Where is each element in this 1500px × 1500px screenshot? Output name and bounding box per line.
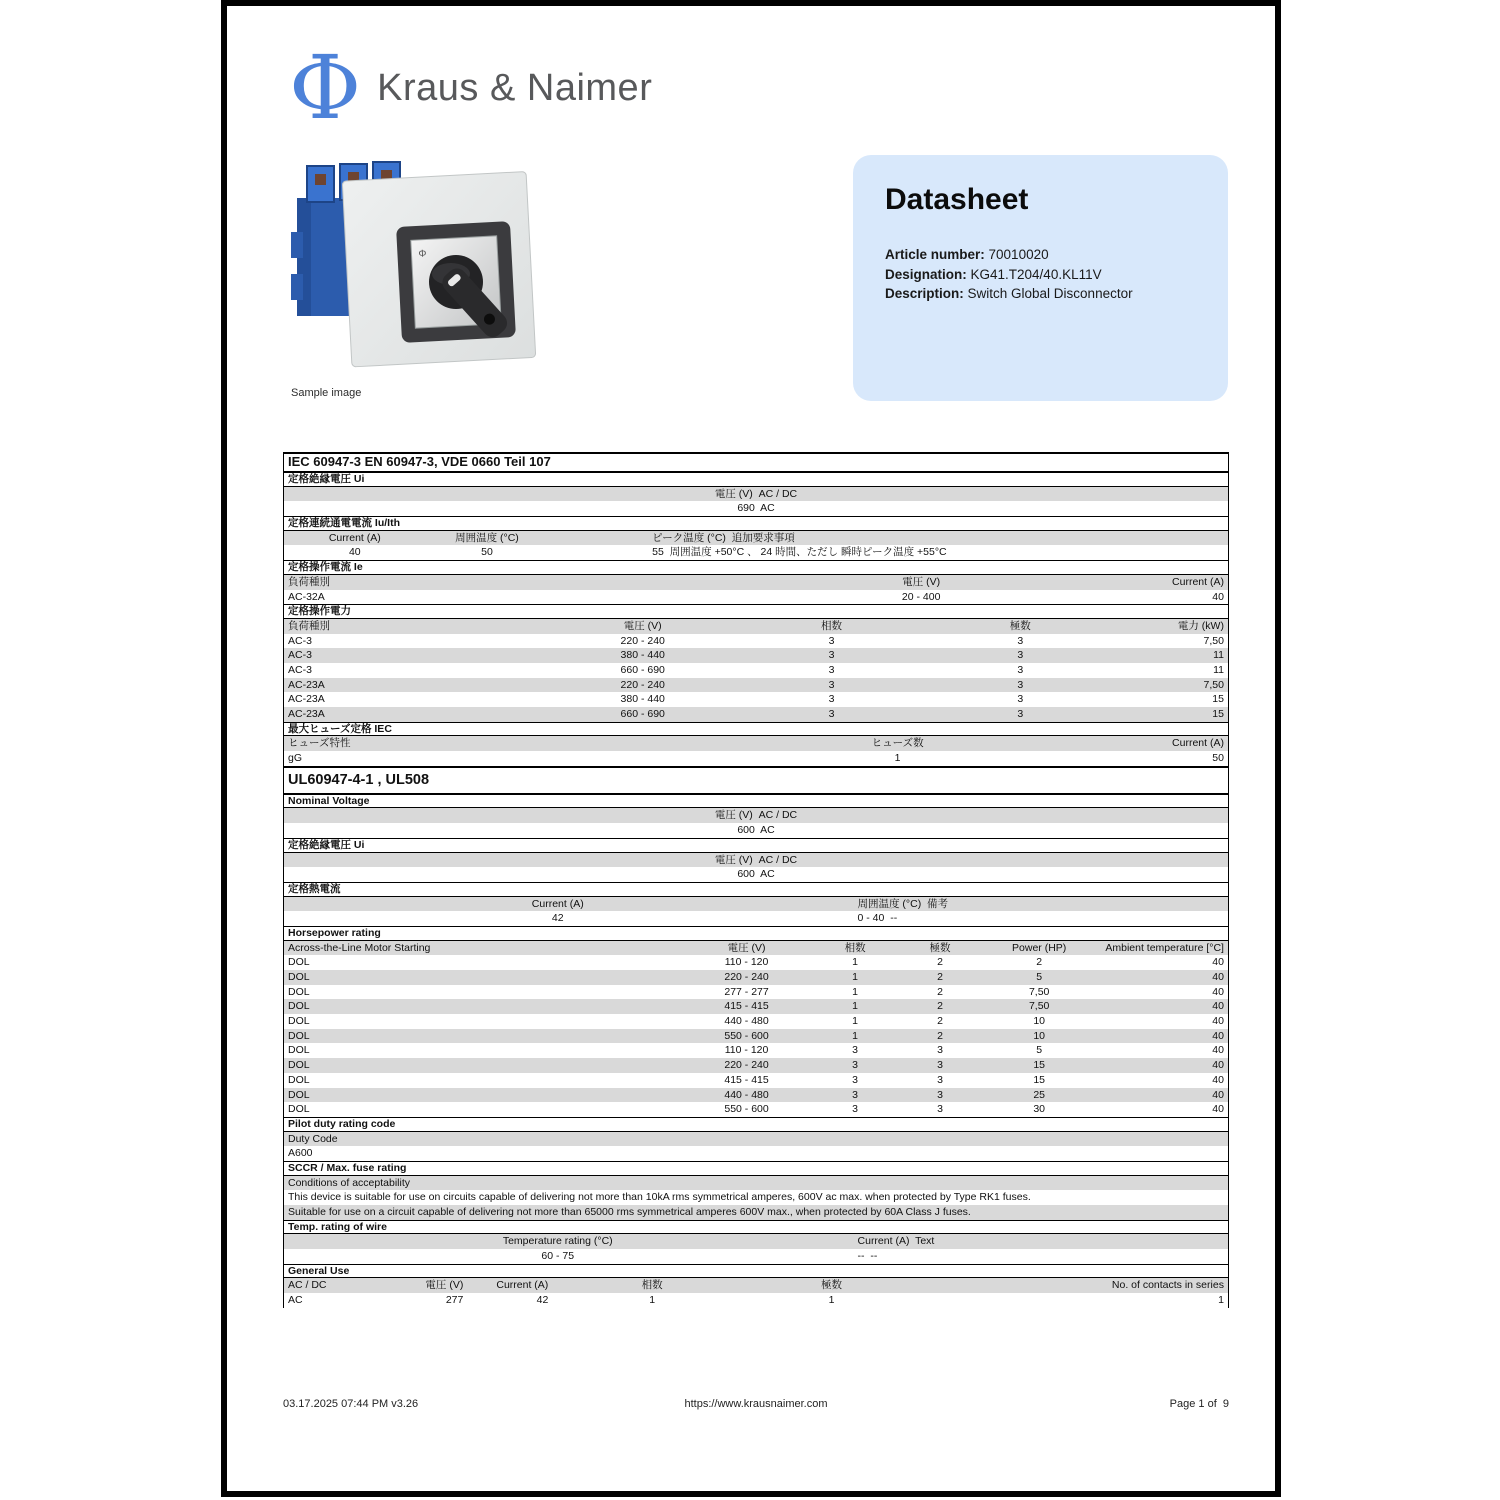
- table-cell: 1: [852, 1015, 859, 1028]
- table-cell: This device is suitable for use on circuits capable of delivering not more than 10kA rms symmetrical amperes, 600V ac max. when protected by Type RK1 fuses.: [288, 1191, 1031, 1204]
- table-cell: DOL: [288, 1000, 310, 1013]
- table-cell: 電圧 (V) AC / DC: [714, 809, 798, 822]
- table-row: [284, 1029, 1228, 1044]
- table-cell: 定格操作電流 Ie: [288, 561, 363, 574]
- table-cell: Current (A): [496, 1279, 549, 1292]
- table-cell: 3: [1017, 634, 1024, 647]
- table-cell: Current (A): [1172, 737, 1224, 750]
- table-cell: 電圧 (V): [727, 941, 766, 954]
- table-cell: 550 - 600: [724, 1103, 769, 1116]
- table-row: [284, 1220, 1228, 1235]
- table-cell: ヒューズ数: [871, 737, 924, 750]
- datasheet-page: [221, 0, 1281, 1497]
- sample-image-caption: Sample image: [291, 387, 362, 399]
- table-cell: 40: [1212, 1044, 1224, 1057]
- table-cell: DOL: [288, 956, 310, 969]
- table-cell: 3: [828, 708, 835, 720]
- table-row: [284, 1205, 1228, 1220]
- table-cell: AC-23A: [288, 693, 325, 706]
- article-number-value: 70010020: [984, 247, 1049, 262]
- table-cell: 60 - 75: [541, 1250, 575, 1263]
- table-cell: 15: [1212, 708, 1224, 720]
- table-row: [284, 692, 1228, 707]
- article-number-field: [885, 245, 1196, 265]
- table-cell: 3: [937, 1088, 943, 1101]
- table-row: [284, 516, 1228, 531]
- table-cell: AC-3: [288, 649, 312, 662]
- table-row: [284, 794, 1228, 809]
- table-cell: 40: [1212, 1029, 1224, 1042]
- table-cell: Across-the-Line Motor Starting: [288, 941, 431, 954]
- table-cell: ヒューズ特性: [288, 737, 351, 750]
- table-cell: No. of contacts in series: [1111, 1279, 1224, 1292]
- brand-name: Kraus & Naimer: [377, 66, 653, 109]
- table-cell: 15: [1033, 1073, 1045, 1086]
- table-cell: 2: [937, 985, 943, 998]
- table-cell: 電圧 (V): [623, 619, 662, 632]
- table-cell: 277 - 277: [724, 985, 769, 998]
- table-cell: 5: [1036, 1044, 1043, 1057]
- table-row: [284, 882, 1228, 897]
- table-row: [284, 853, 1228, 868]
- table-cell: 3: [828, 649, 835, 662]
- table-cell: 1: [852, 1000, 859, 1013]
- table-cell: 3: [1017, 663, 1024, 676]
- table-row: [284, 1102, 1228, 1117]
- table-cell: 1: [894, 752, 901, 765]
- table-cell: gG: [288, 752, 303, 765]
- table-cell: DOL: [288, 1073, 310, 1086]
- table-cell: 負荷種別: [288, 575, 330, 588]
- table-cell: 極数: [820, 1279, 842, 1292]
- switch-product-image: [283, 154, 555, 380]
- table-cell: 40: [1212, 985, 1224, 998]
- table-cell: 1: [852, 985, 859, 998]
- table-cell: 110 - 120: [724, 956, 769, 969]
- table-cell: 220 - 240: [620, 634, 665, 647]
- article-number-label: Article number:: [885, 247, 985, 262]
- table-cell: 2: [937, 1015, 943, 1028]
- table-cell: 最大ヒューズ定格 IEC: [288, 722, 392, 735]
- table-row: [284, 1234, 1228, 1249]
- table-cell: 40: [1212, 1103, 1224, 1116]
- table-cell: Current (A): [1172, 575, 1224, 588]
- table-cell: 7,50: [1203, 678, 1224, 691]
- table-cell: 3: [937, 1059, 943, 1072]
- table-row: [284, 838, 1228, 853]
- table-cell: 相数: [844, 941, 866, 954]
- table-cell: Current (A): [531, 897, 584, 910]
- table-cell: 定格絶縁電圧 Ui: [288, 838, 365, 851]
- table-cell: 2: [937, 1029, 943, 1042]
- table-cell: AC: [288, 1294, 303, 1307]
- table-row: [284, 604, 1228, 619]
- table-cell: 5: [1036, 971, 1043, 983]
- footer-date-version: 03.17.2025 07:44 PM v3.26: [283, 1398, 419, 1410]
- designation-label: Designation:: [885, 266, 967, 282]
- table-cell: Suitable for use on a circuit capable of delivering not more than 65000 rms symmetrical amperes 600V max., when protected by 60A Class J fuses.: [288, 1206, 971, 1218]
- table-cell: Conditions of acceptability: [288, 1176, 410, 1189]
- table-row: [284, 1146, 1228, 1161]
- table-cell: 440 - 480: [724, 1088, 769, 1101]
- table-cell: ピーク温度 (°C) 追加要求事項: [652, 531, 795, 544]
- table-cell: AC / DC: [288, 1279, 327, 1292]
- table-cell: 3: [852, 1059, 859, 1072]
- table-cell: 0 - 40 --: [857, 912, 898, 925]
- table-row: [284, 766, 1228, 794]
- table-row: [284, 941, 1228, 956]
- table-row: [284, 751, 1228, 766]
- table-row: [284, 560, 1228, 575]
- table-cell: 7,50: [1028, 985, 1050, 998]
- table-cell: 2: [937, 971, 943, 983]
- table-cell: Current (A) Text: [857, 1235, 935, 1248]
- table-row: [284, 1014, 1228, 1029]
- table-row: [284, 926, 1228, 941]
- table-cell: -- --: [857, 1250, 878, 1263]
- table-row: [284, 1073, 1228, 1088]
- table-cell: Duty Code: [288, 1132, 338, 1145]
- table-cell: DOL: [288, 971, 310, 983]
- table-cell: 660 - 690: [620, 708, 665, 720]
- table-row: [284, 1264, 1228, 1279]
- table-cell: 42: [536, 1294, 549, 1307]
- description-label: Description:: [885, 286, 964, 301]
- datasheet-info-box: [853, 155, 1228, 401]
- page-footer: [283, 1398, 1229, 1410]
- table-row: [284, 736, 1228, 751]
- footer-page-number: Page 1 of 9: [1169, 1398, 1229, 1410]
- table-cell: 415 - 415: [724, 1073, 769, 1086]
- spec-table: [283, 452, 1229, 1308]
- table-row: [284, 545, 1228, 560]
- table-cell: 電圧 (V): [902, 575, 941, 588]
- table-cell: 550 - 600: [724, 1029, 769, 1042]
- table-cell: 1: [852, 971, 859, 983]
- table-cell: 40: [1212, 1073, 1224, 1086]
- table-row: [284, 1161, 1228, 1176]
- table-cell: 40: [1212, 1059, 1224, 1072]
- table-cell: 30: [1033, 1103, 1045, 1116]
- table-cell: 11: [1213, 649, 1224, 662]
- table-cell: 3: [937, 1073, 943, 1086]
- table-row: [284, 1176, 1228, 1191]
- table-row: [284, 1117, 1228, 1132]
- table-row: [284, 531, 1228, 546]
- table-cell: 440 - 480: [724, 1015, 769, 1028]
- table-row: [284, 911, 1228, 926]
- table-cell: 極数: [1009, 619, 1031, 632]
- table-cell: 690 AC: [737, 502, 775, 515]
- table-cell: 定格操作電力: [288, 605, 351, 618]
- table-cell: 55 周囲温度 +50°C 、 24 時間、ただし 瞬時ピーク温度 +55°C: [652, 546, 947, 559]
- table-cell: A600: [288, 1147, 313, 1160]
- table-cell: Power (HP): [1012, 941, 1067, 954]
- table-cell: 50: [481, 546, 493, 559]
- table-cell: 50: [1212, 752, 1224, 765]
- table-row: [284, 707, 1228, 722]
- table-row: [284, 955, 1228, 970]
- table-cell: 7,50: [1028, 1000, 1050, 1013]
- table-row: [284, 1088, 1228, 1103]
- table-row: [284, 823, 1228, 838]
- table-cell: Current (A): [328, 531, 381, 544]
- table-cell: 3: [852, 1044, 859, 1057]
- table-cell: 3: [1017, 649, 1024, 662]
- table-cell: 極数: [929, 941, 951, 954]
- table-cell: 25: [1033, 1088, 1045, 1101]
- table-cell: 40: [1212, 971, 1224, 983]
- table-row: [284, 590, 1228, 605]
- table-row: [284, 575, 1228, 590]
- table-cell: AC-3: [288, 634, 312, 647]
- table-cell: AC-3: [288, 663, 312, 676]
- table-cell: 220 - 240: [724, 971, 769, 983]
- table-cell: DOL: [288, 1044, 310, 1057]
- table-row: [284, 1249, 1228, 1264]
- table-cell: DOL: [288, 1015, 310, 1028]
- footer-url: https://www.krausnaimer.com: [684, 1398, 828, 1410]
- table-cell: 電圧 (V) AC / DC: [714, 853, 798, 866]
- table-cell: General Use: [288, 1264, 350, 1277]
- table-row: [284, 663, 1228, 678]
- table-cell: 2: [937, 956, 943, 969]
- table-cell: 定格絶縁電圧 Ui: [288, 473, 365, 485]
- table-row: [284, 634, 1228, 649]
- table-row: [284, 970, 1228, 985]
- table-cell: 600 AC: [737, 868, 775, 881]
- table-cell: 3: [1017, 708, 1024, 720]
- designation-field: [885, 265, 1196, 285]
- kraus-naimer-logo-icon: Φ: [289, 36, 362, 139]
- table-cell: 2: [937, 1000, 943, 1013]
- table-cell: 10: [1033, 1015, 1045, 1028]
- table-cell: 周囲温度 (°C): [455, 531, 519, 544]
- table-cell: 40: [348, 546, 361, 559]
- table-cell: Ambient temperature [°C]: [1105, 941, 1224, 954]
- table-cell: Temperature rating (°C): [502, 1235, 613, 1248]
- table-cell: 3: [937, 1044, 943, 1057]
- table-row: [284, 648, 1228, 663]
- table-row: [284, 867, 1228, 882]
- table-cell: 1: [828, 1294, 835, 1307]
- table-cell: 380 - 440: [620, 649, 665, 662]
- table-cell: 3: [828, 663, 835, 676]
- table-cell: Pilot duty rating code: [288, 1117, 396, 1130]
- table-cell: 277: [445, 1294, 464, 1307]
- table-row: [284, 619, 1228, 634]
- table-cell: 40: [1212, 1015, 1224, 1028]
- table-cell: 110 - 120: [724, 1044, 769, 1057]
- table-cell: 42: [551, 912, 564, 925]
- table-cell: 2: [1036, 956, 1043, 969]
- table-cell: 3: [828, 693, 835, 706]
- table-cell: 1: [852, 1029, 859, 1042]
- table-row: [284, 999, 1228, 1014]
- table-cell: 40: [1212, 1088, 1224, 1101]
- table-cell: UL60947-4-1 , UL508: [288, 771, 430, 788]
- table-cell: 電圧 (V) AC / DC: [714, 487, 798, 500]
- table-cell: 40: [1212, 590, 1224, 603]
- designation-value: KG41.T204/40.KL11V: [966, 266, 1102, 282]
- table-row: [284, 1278, 1228, 1293]
- table-cell: 15: [1212, 693, 1224, 706]
- table-cell: Horsepower rating: [288, 926, 381, 939]
- table-row: [284, 678, 1228, 693]
- table-cell: 1: [852, 956, 859, 969]
- table-cell: 相数: [821, 619, 842, 632]
- table-cell: 3: [852, 1073, 859, 1086]
- table-cell: 380 - 440: [620, 693, 665, 706]
- table-cell: 40: [1212, 956, 1224, 969]
- table-cell: 電力 (kW): [1177, 619, 1224, 632]
- table-cell: 10: [1033, 1029, 1045, 1042]
- table-cell: DOL: [288, 1103, 310, 1116]
- table-cell: 3: [852, 1103, 859, 1116]
- table-row: [284, 1058, 1228, 1073]
- table-row: [284, 472, 1228, 487]
- table-cell: 定格連続通電電流 Iu/Ith: [288, 517, 400, 530]
- table-row: [284, 501, 1228, 516]
- table-row: [284, 452, 1228, 472]
- description-value: Switch Global Disconnector: [963, 286, 1133, 301]
- table-row: [284, 1132, 1228, 1147]
- table-cell: AC-23A: [288, 708, 325, 720]
- table-cell: Temp. rating of wire: [288, 1220, 387, 1233]
- table-row: [284, 722, 1228, 737]
- face-phi-mark: Φ: [418, 248, 427, 260]
- table-cell: 電圧 (V): [425, 1279, 464, 1292]
- table-cell: 660 - 690: [620, 663, 665, 676]
- table-row: [284, 1293, 1228, 1308]
- table-cell: 定格熱電流: [288, 882, 341, 895]
- table-row: [284, 487, 1228, 502]
- table-cell: DOL: [288, 1029, 310, 1042]
- table-cell: 相数: [641, 1279, 663, 1292]
- table-cell: 3: [828, 678, 835, 691]
- table-row: [284, 985, 1228, 1000]
- table-cell: IEC 60947-3 EN 60947-3, VDE 0660 Teil 107: [288, 454, 551, 469]
- table-cell: 7,50: [1203, 634, 1224, 647]
- table-cell: DOL: [288, 985, 310, 998]
- page-title: Datasheet: [885, 183, 1029, 216]
- table-cell: 220 - 240: [620, 678, 665, 691]
- description-field: [885, 284, 1196, 304]
- brand-header: [289, 36, 653, 139]
- table-cell: SCCR / Max. fuse rating: [288, 1161, 407, 1174]
- table-cell: 40: [1212, 1000, 1224, 1013]
- table-cell: 15: [1033, 1059, 1045, 1072]
- table-row: [284, 1043, 1228, 1058]
- table-cell: 600 AC: [737, 824, 775, 837]
- table-cell: 負荷種別: [288, 619, 330, 632]
- table-cell: 1: [649, 1294, 656, 1307]
- table-cell: 20 - 400: [901, 590, 941, 603]
- table-cell: 3: [1017, 678, 1024, 691]
- table-cell: 3: [852, 1088, 859, 1101]
- table-row: [284, 1190, 1228, 1205]
- table-cell: 1: [1218, 1294, 1224, 1307]
- table-cell: DOL: [288, 1059, 310, 1072]
- table-row: [284, 897, 1228, 912]
- table-cell: Nominal Voltage: [288, 794, 370, 807]
- table-cell: AC-23A: [288, 678, 325, 691]
- table-cell: 415 - 415: [724, 1000, 769, 1013]
- table-cell: 220 - 240: [724, 1059, 769, 1072]
- table-cell: 周囲温度 (°C) 備考: [857, 897, 949, 910]
- table-cell: AC-32A: [288, 590, 325, 603]
- table-cell: DOL: [288, 1088, 310, 1101]
- table-cell: 3: [937, 1103, 943, 1116]
- table-cell: 11: [1213, 663, 1224, 676]
- table-cell: 3: [828, 634, 835, 647]
- table-row: [284, 808, 1228, 823]
- table-cell: 3: [1017, 693, 1024, 706]
